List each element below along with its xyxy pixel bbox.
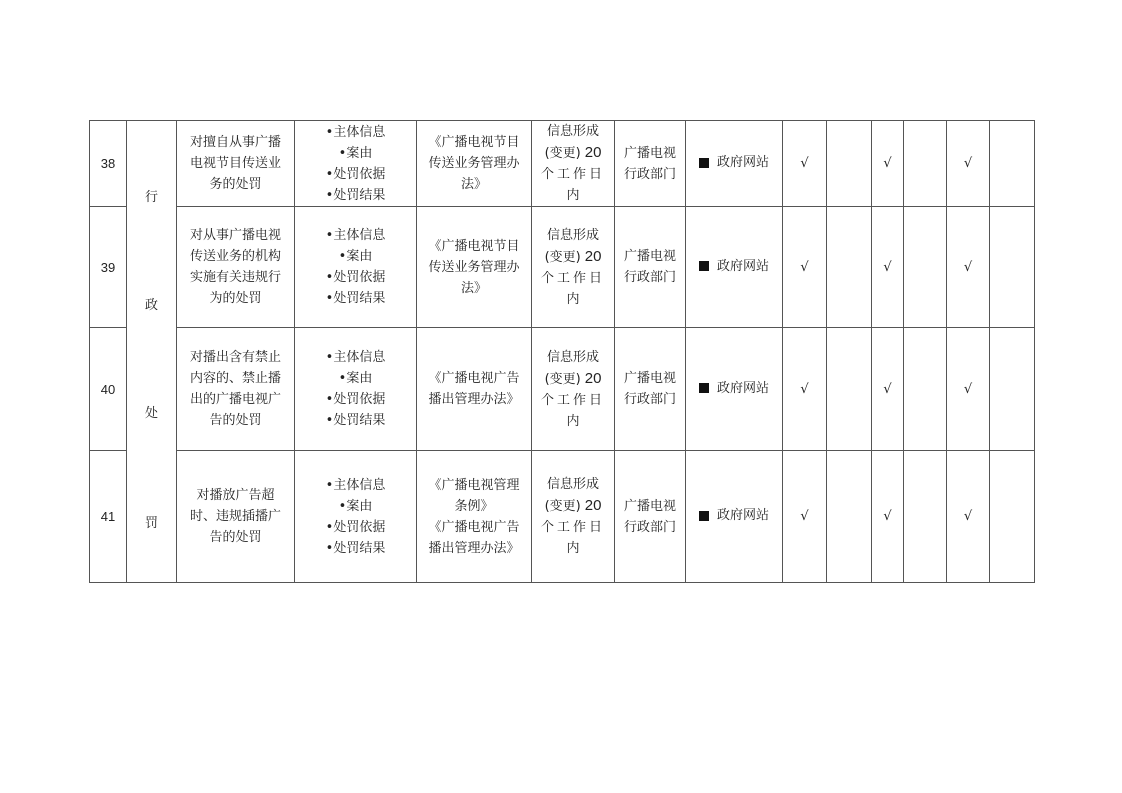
row-number: 41: [90, 451, 127, 583]
responsible-department-line: 行政部门: [623, 392, 676, 407]
disclosure-channel: [686, 328, 783, 451]
channel-label: 政府网站: [716, 380, 769, 396]
item-name-line: 对从事广播电视: [189, 228, 281, 243]
category-cell: [127, 121, 177, 583]
item-name-line: 内容的、禁止播: [189, 371, 281, 386]
disclosure-content-line: •主体信息: [325, 350, 386, 365]
table-row: [90, 121, 1035, 207]
legal-basis-line: 《广播电视广告: [428, 519, 520, 535]
time-line: 内: [566, 413, 580, 429]
filled-square-icon: [699, 383, 709, 393]
check-cell: [904, 328, 947, 451]
check-cell: √: [947, 207, 990, 328]
time-change: (变更): [544, 371, 581, 387]
check-cell: √: [947, 451, 990, 583]
check-cell: √: [783, 207, 827, 328]
legal-basis: [417, 328, 532, 451]
disclosure-content-line: •主体信息: [325, 477, 386, 493]
check-cell: √: [872, 207, 904, 328]
item-name-line: 务的处罚: [209, 177, 262, 192]
item-name-line: 传送业务的机构: [189, 249, 281, 264]
item-name-line: 出的广播电视广: [189, 392, 281, 407]
disclosure-content: [295, 451, 417, 583]
responsible-department-line: 行政部门: [623, 270, 676, 285]
time-line: [532, 246, 614, 268]
disclosure-time: [532, 121, 615, 207]
disclosure-content: [295, 328, 417, 451]
item-name-line: 告的处罚: [209, 413, 262, 428]
table-row: [90, 207, 1035, 328]
time-line: 内: [566, 188, 580, 203]
responsible-department: [615, 328, 686, 451]
responsible-department: [615, 451, 686, 583]
item-name-line: 时、违规插播广: [189, 509, 281, 524]
category-char: 罚: [144, 516, 158, 531]
check-cell: [827, 328, 872, 451]
table-row: [90, 328, 1035, 451]
responsible-department: [615, 207, 686, 328]
responsible-department-line: 广播电视: [623, 498, 676, 514]
time-line: 个工作日: [540, 270, 605, 286]
row-number: 40: [90, 328, 127, 451]
channel-label: 政府网站: [716, 508, 769, 524]
time-line: 内: [566, 291, 580, 307]
check-cell: √: [783, 451, 827, 583]
time-line: 信息形成: [546, 477, 599, 492]
item-name: [177, 207, 295, 328]
disclosure-content-line: •处罚结果: [325, 187, 386, 203]
time-line: [532, 495, 614, 517]
disclosure-time: [532, 451, 615, 583]
check-cell: √: [947, 328, 990, 451]
item-name: [177, 328, 295, 451]
legal-basis-line: 播出管理办法》: [428, 392, 520, 407]
filled-square-icon: [699, 261, 709, 271]
disclosure-time: [532, 328, 615, 451]
check-cell: [990, 207, 1035, 328]
responsible-department: [615, 121, 686, 207]
legal-basis-line: 《广播电视广告: [428, 371, 520, 386]
item-name-line: 实施有关违规行: [189, 270, 281, 285]
disclosure-table: [89, 120, 1035, 583]
time-line: 个工作日: [540, 392, 605, 408]
check-cell: [827, 451, 872, 583]
disclosure-channel: [686, 121, 783, 207]
check-cell: √: [783, 328, 827, 451]
disclosure-channel: [686, 207, 783, 328]
check-cell: [990, 451, 1035, 583]
disclosure-content-line: •案由: [338, 371, 373, 386]
time-days: 20: [584, 144, 602, 161]
legal-basis-line: 传送业务管理办: [428, 259, 520, 275]
legal-basis-line: 法》: [460, 177, 487, 192]
disclosure-content-line: •主体信息: [325, 124, 386, 140]
channel-label: 政府网站: [716, 258, 769, 274]
disclosure-content-line: •处罚依据: [325, 270, 386, 285]
time-line: 信息形成: [546, 124, 599, 139]
disclosure-content-line: •案由: [338, 498, 373, 514]
time-line: 信息形成: [546, 349, 599, 365]
disclosure-content-line: •处罚结果: [325, 540, 386, 556]
responsible-department-line: 广播电视: [623, 371, 676, 386]
check-cell: √: [783, 121, 827, 207]
disclosure-content-line: •案由: [338, 249, 373, 264]
item-name-line: 告的处罚: [209, 530, 262, 545]
check-cell: [904, 451, 947, 583]
disclosure-content: [295, 207, 417, 328]
check-cell: [827, 121, 872, 207]
item-name-line: 对擅自从事广播: [189, 135, 281, 150]
check-cell: [904, 207, 947, 328]
time-change: (变更): [544, 146, 581, 161]
item-name-line: 对播出含有禁止: [189, 350, 281, 365]
check-cell: √: [872, 451, 904, 583]
disclosure-content-line: •处罚结果: [325, 413, 386, 428]
disclosure-content-line: •处罚结果: [325, 291, 386, 306]
legal-basis-line: 条例》: [454, 498, 494, 514]
time-change: (变更): [544, 499, 581, 514]
time-line: 个工作日: [540, 167, 605, 182]
legal-basis-line: 《广播电视节目: [428, 238, 520, 254]
time-days: 20: [584, 369, 602, 387]
check-cell: √: [947, 121, 990, 207]
disclosure-time: [532, 207, 615, 328]
item-name: [177, 451, 295, 583]
category-char: 政: [144, 298, 158, 313]
disclosure-content-line: •案由: [338, 145, 373, 161]
time-line: [532, 368, 614, 390]
table-row: [90, 451, 1035, 583]
disclosure-content-line: •处罚依据: [325, 166, 386, 182]
check-cell: [827, 207, 872, 328]
time-line: 个工作日: [540, 520, 605, 535]
item-name-line: 电视节目传送业: [189, 156, 281, 171]
category-char: 行: [144, 190, 158, 205]
filled-square-icon: [699, 511, 709, 521]
disclosure-content-line: •处罚依据: [325, 392, 386, 407]
responsible-department-line: 广播电视: [623, 145, 676, 161]
category-char: 处: [144, 406, 158, 421]
legal-basis-line: 传送业务管理办: [428, 156, 520, 171]
row-number: 38: [90, 121, 127, 207]
legal-basis-line: 《广播电视节目: [428, 135, 520, 150]
legal-basis-line: 法》: [460, 280, 487, 296]
check-cell: [990, 121, 1035, 207]
item-name-line: 对播放广告超: [196, 488, 275, 503]
responsible-department-line: 广播电视: [623, 249, 676, 264]
channel-label: 政府网站: [716, 155, 769, 171]
time-line: 内: [566, 541, 580, 556]
time-line: 信息形成: [546, 227, 599, 243]
responsible-department-line: 行政部门: [623, 519, 676, 535]
disclosure-content-line: •处罚依据: [325, 519, 386, 535]
item-name-line: 为的处罚: [209, 291, 262, 306]
check-cell: [904, 121, 947, 207]
check-cell: √: [872, 328, 904, 451]
legal-basis: [417, 451, 532, 583]
time-days: 20: [584, 247, 602, 265]
row-number: 39: [90, 207, 127, 328]
responsible-department-line: 行政部门: [623, 166, 676, 182]
legal-basis: [417, 207, 532, 328]
legal-basis-line: 播出管理办法》: [428, 540, 520, 556]
item-name: [177, 121, 295, 207]
disclosure-content-line: •主体信息: [325, 228, 386, 243]
legal-basis-line: 《广播电视管理: [428, 477, 520, 493]
legal-basis: [417, 121, 532, 207]
check-cell: [990, 328, 1035, 451]
filled-square-icon: [699, 158, 709, 168]
time-line: [532, 142, 614, 164]
disclosure-content: [295, 121, 417, 207]
disclosure-channel: [686, 451, 783, 583]
check-cell: √: [872, 121, 904, 207]
time-days: 20: [584, 497, 602, 514]
time-change: (变更): [544, 249, 581, 265]
